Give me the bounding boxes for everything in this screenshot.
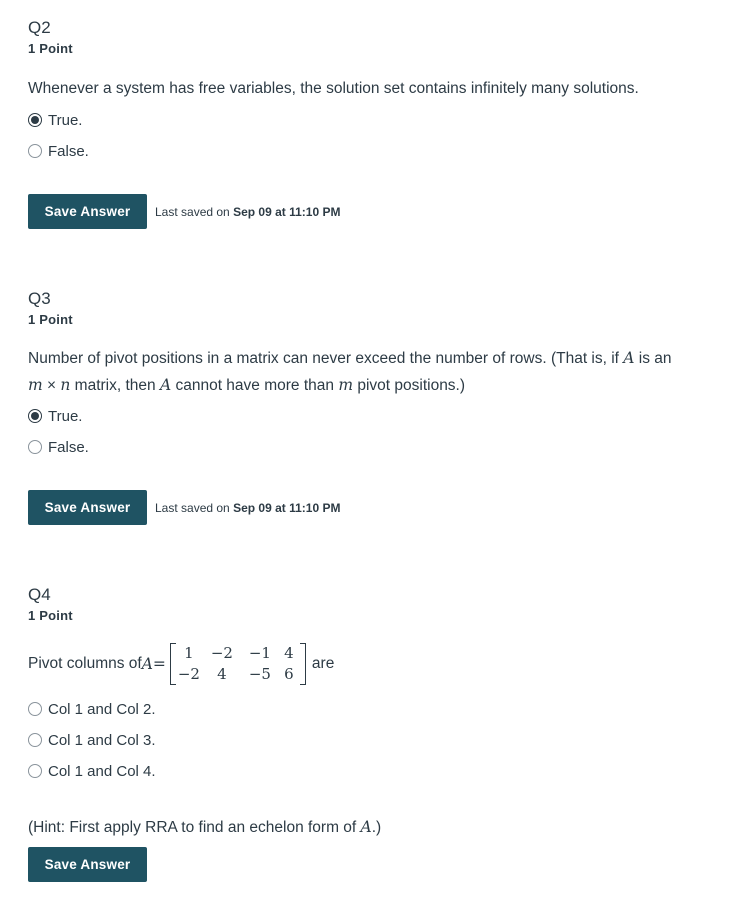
matrix-cell: 4	[284, 644, 294, 662]
radio-selected[interactable]	[28, 409, 42, 423]
math-var: A	[159, 376, 172, 394]
save-row	[28, 847, 147, 882]
option-false[interactable]	[28, 436, 89, 458]
radio-unselected[interactable]	[28, 764, 42, 778]
text-part: cannot have more than	[171, 377, 339, 394]
math-var: A	[623, 349, 635, 367]
question-points: 1 Point	[28, 41, 73, 56]
matrix-cell: −1	[248, 644, 271, 662]
save-row	[28, 490, 340, 525]
option-col1-col2[interactable]	[28, 698, 156, 720]
option-false[interactable]	[28, 140, 89, 162]
option-label: False.	[48, 438, 89, 456]
option-col1-col4[interactable]	[28, 760, 156, 782]
text-part: is an	[634, 350, 672, 367]
radio-unselected[interactable]	[28, 702, 42, 716]
saved-prefix: Last saved on	[155, 500, 234, 515]
save-answer-button[interactable]: Save Answer	[28, 847, 147, 882]
text-part: (Hint: First apply RRA to find an echelon form of	[28, 819, 361, 836]
question-points: 1 Point	[28, 608, 73, 623]
saved-prefix: Last saved on	[155, 204, 234, 219]
math-var: m	[28, 376, 43, 394]
matrix-cell: −2	[210, 644, 233, 662]
question-q4	[28, 585, 748, 872]
radio-unselected[interactable]	[28, 144, 42, 158]
question-q3	[28, 289, 748, 515]
matrix-cell: −2	[177, 665, 200, 683]
question-text: Whenever a system has free variables, the solution set contains infinitely many solutions.	[28, 80, 639, 97]
radio-unselected[interactable]	[28, 733, 42, 747]
question-text	[28, 345, 748, 399]
question-points: 1 Point	[28, 312, 73, 327]
option-true[interactable]	[28, 405, 82, 427]
matrix-right-bracket	[300, 643, 306, 685]
question-q2	[28, 18, 748, 219]
option-label: True.	[48, 111, 83, 129]
matrix-cell: 1	[184, 644, 194, 662]
question-title: Q3	[28, 289, 51, 308]
save-row	[28, 194, 340, 229]
option-label: Col 1 and Col 4.	[48, 762, 156, 780]
text-part: Number of pivot positions in a matrix can never exceed the number of rows. (That is, if	[28, 350, 624, 367]
question-title: Q4	[28, 585, 51, 604]
text-part: .)	[371, 819, 382, 836]
matrix-cell: −5	[248, 665, 271, 683]
math-var: m	[338, 376, 354, 394]
option-label: True.	[48, 407, 83, 425]
saved-time: Sep 09 at 11:10 PM	[233, 204, 341, 219]
matrix-A	[170, 643, 306, 685]
option-label: Col 1 and Col 3.	[48, 731, 156, 749]
matrix-cell: 6	[284, 665, 294, 683]
math-var: A	[141, 655, 153, 673]
save-answer-button[interactable]: Save Answer	[28, 194, 147, 229]
text-part: are	[311, 655, 335, 672]
question-text	[28, 636, 334, 692]
last-saved-status	[155, 501, 340, 515]
text-part: pivot positions.)	[353, 377, 466, 394]
option-true[interactable]	[28, 109, 82, 131]
option-col1-col3[interactable]	[28, 729, 156, 751]
last-saved-status	[155, 205, 340, 219]
math-var: A	[360, 818, 372, 836]
math-var: n	[60, 376, 71, 394]
save-answer-button[interactable]: Save Answer	[28, 490, 147, 525]
radio-selected[interactable]	[28, 113, 42, 127]
radio-unselected[interactable]	[28, 440, 42, 454]
math-eq: =	[152, 655, 166, 673]
text-part: Pivot columns of	[28, 655, 142, 672]
text-part: matrix, then	[70, 377, 160, 394]
option-label: Col 1 and Col 2.	[48, 700, 156, 718]
question-title: Q2	[28, 18, 51, 37]
matrix-grid	[176, 643, 300, 685]
math-times: ×	[42, 377, 61, 394]
saved-time: Sep 09 at 11:10 PM	[233, 500, 341, 515]
hint-text	[28, 814, 381, 841]
matrix-cell: 4	[217, 665, 227, 683]
option-label: False.	[48, 142, 89, 160]
